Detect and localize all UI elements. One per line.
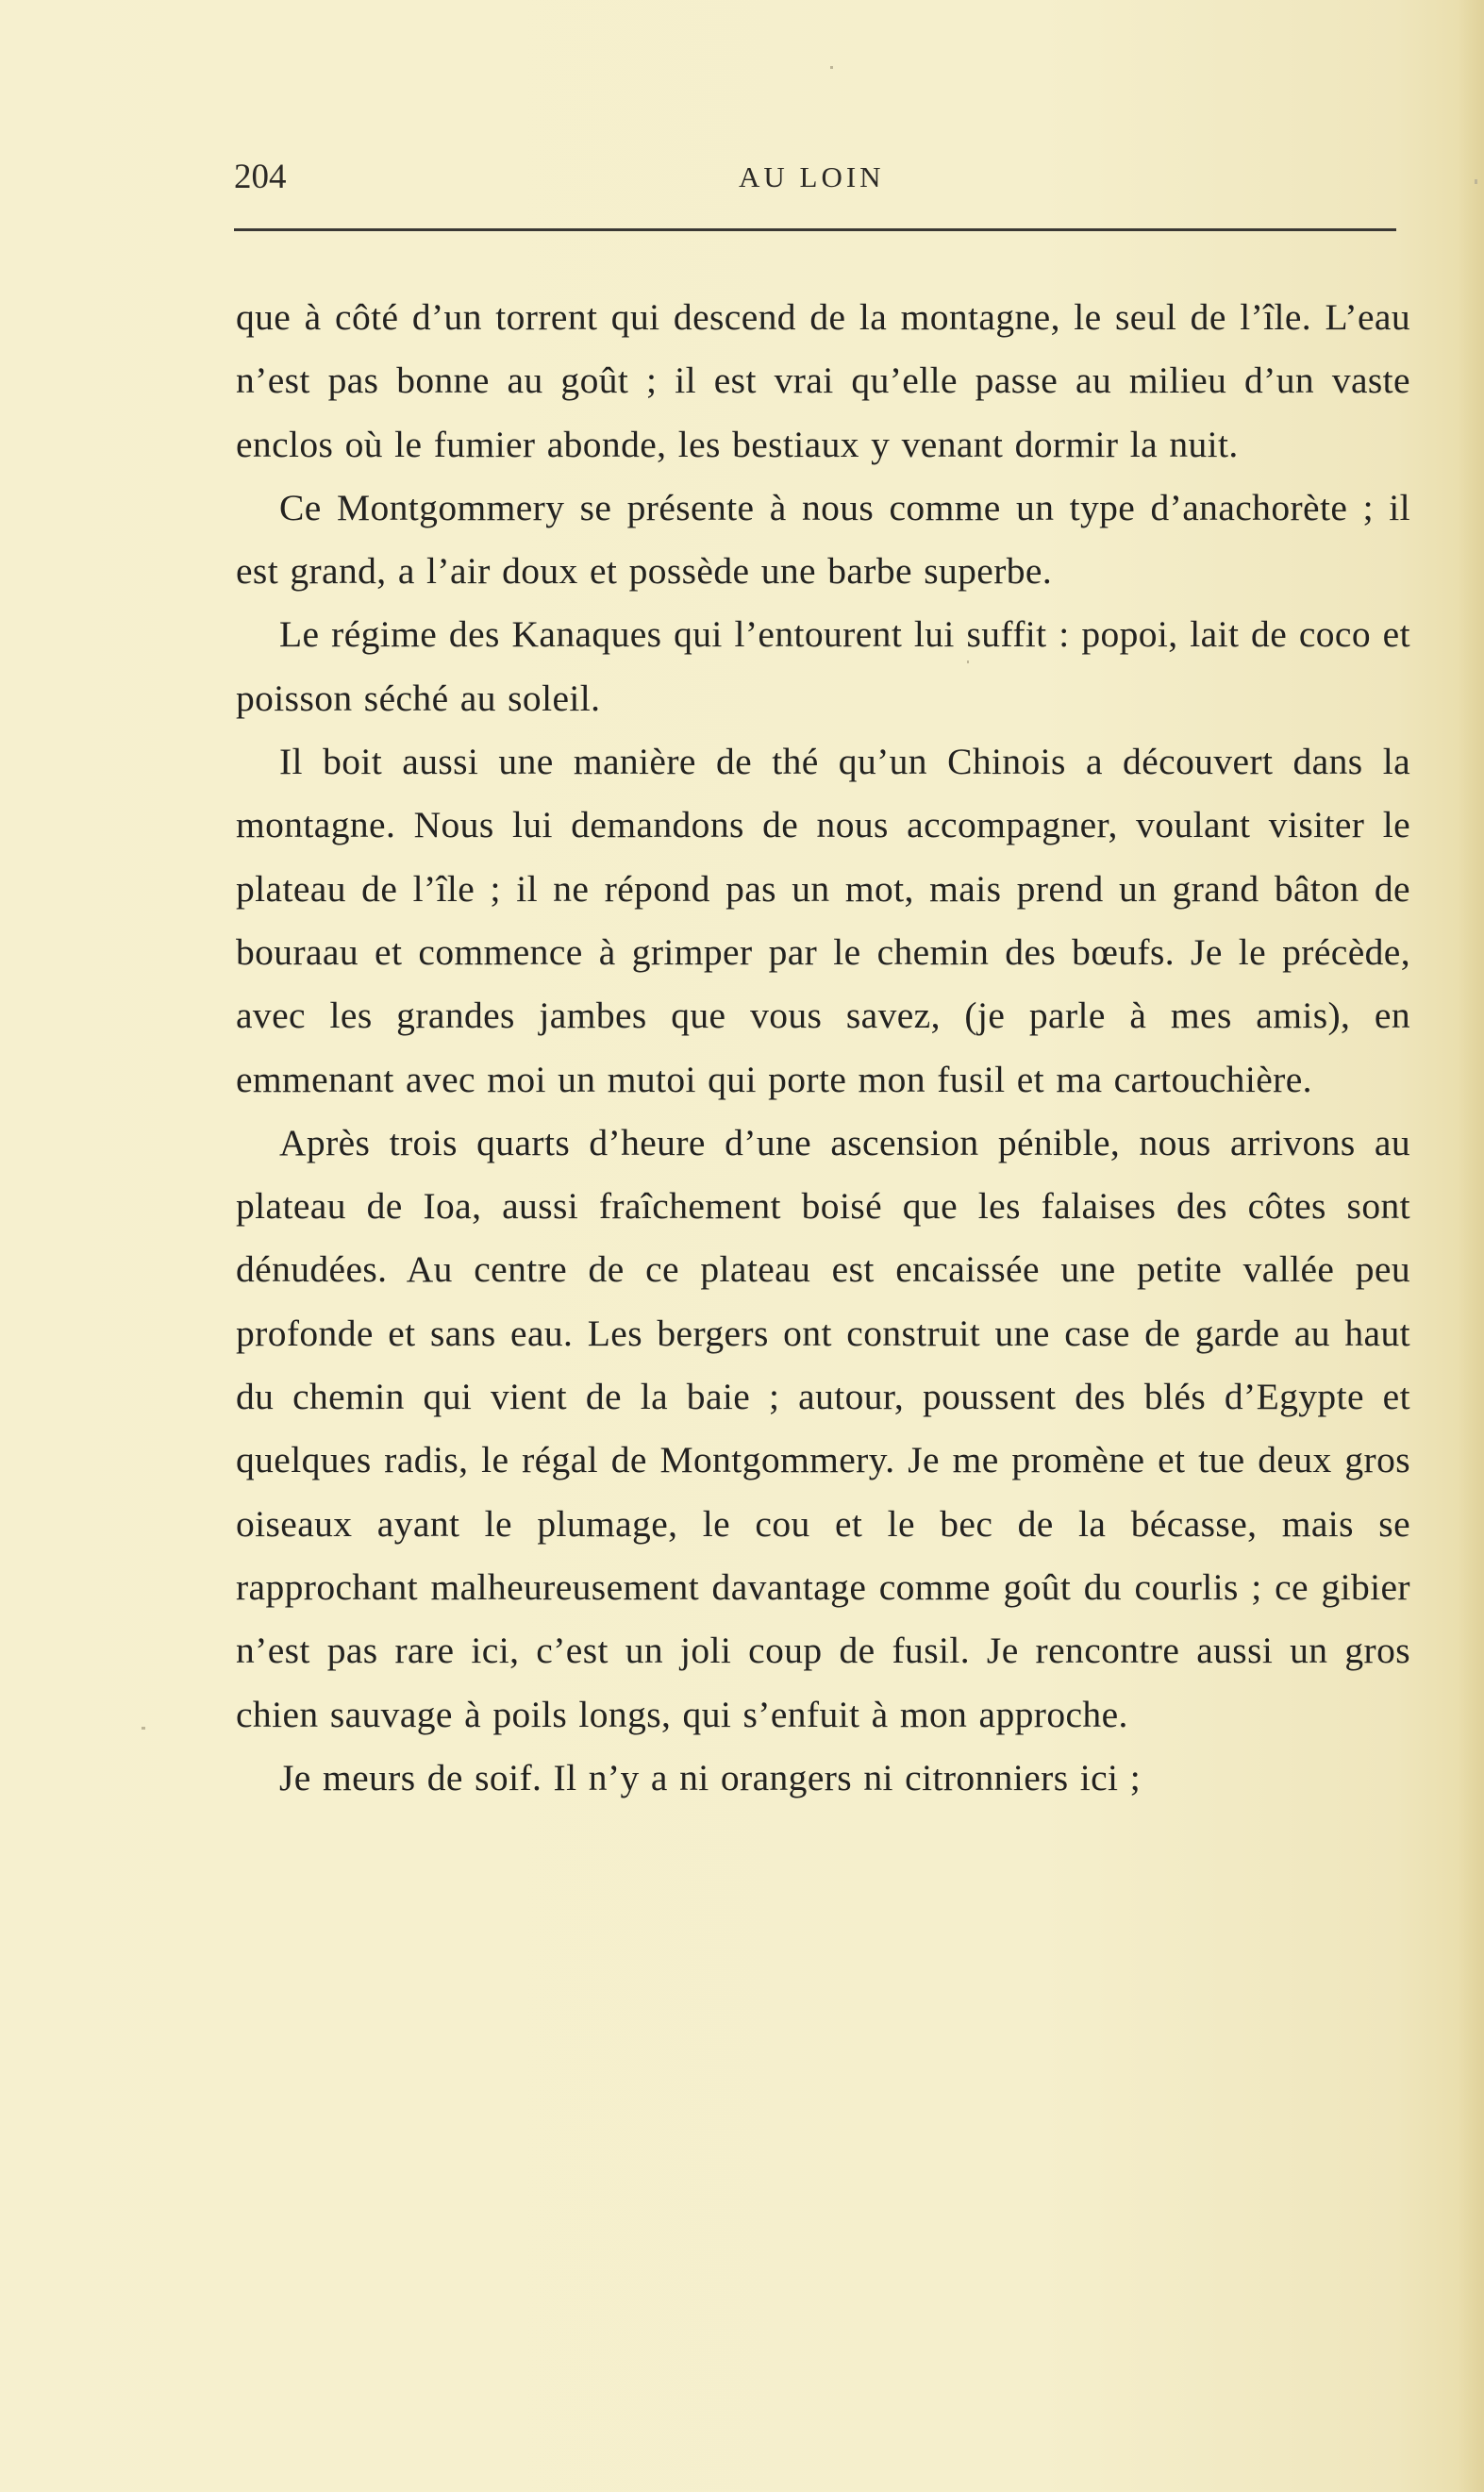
page-edge-shadow: [1458, 0, 1484, 2492]
paper-speck: [142, 1727, 145, 1730]
paragraph: que à côté d’un torrent qui descend de la montagne, le seul de l’île. L’eau n’est pas bonne au goût ; il est vrai qu’elle passe au milieu d’un vaste enclos où le fumier abonde, les bestiaux y venant dormir la nuit.: [236, 296, 1410, 465]
running-title: AU LOIN: [739, 160, 885, 193]
paper-speck: [1475, 179, 1477, 184]
page-number: 204: [234, 158, 287, 196]
paragraph: Je meurs de soif. Il n’y a ni orangers ni citronniers ici ;: [279, 1756, 1142, 1798]
paragraph: Le régime des Kanaques qui l’entourent lui suffit : popoi, lait de coco et poisson séché au soleil.: [236, 613, 1410, 719]
paragraph: Après trois quarts d’heure d’une ascension pénible, nous arrivons au plateau de Ioa, aussi fraîchement boisé que les falaises des côtes sont dénudées. Au centre de ce plateau est encaissée une petite vallée peu profonde et sans eau. Les bergers ont construit une case de garde au haut du chemin qui vient de la baie ; autour, poussent des blés d’Egypte et quelques radis, le régal de Montgommery. Je me promène et tue deux gros oiseaux ayant le plumage, le cou et le bec de la bécasse, mais se rapprochant malheureusement davantage comme goût du courlis ; ce gibier n’est pas rare ici, c’est un joli coup de fusil. Je rencontre aussi un gros chien sauvage à poils longs, qui s’enfuit à mon approche.: [236, 1121, 1410, 1735]
paper-speck: [830, 66, 833, 69]
header-rule: [234, 228, 1396, 231]
body-text: [236, 286, 1410, 1810]
paragraph: Ce Montgommery se présente à nous comme un type d’anachorète ; il est grand, a l’air doux et possède une barbe superbe.: [236, 486, 1410, 593]
paragraph: Il boit aussi une manière de thé qu’un Chinois a découvert dans la montagne. Nous lui demandons de nous accompagner, voulant visiter le plateau de l’île ; il ne répond pas un mot, mais prend un grand bâton de bouraau et commence à grimper par le chemin des bœufs. Je le précède, avec les grandes jambes que vous savez, (je parle à mes amis), en emmenant avec moi un mutoi qui porte mon fusil et ma cartouchière.: [236, 741, 1410, 1100]
paper-speck: [967, 661, 969, 663]
page-header: [234, 149, 1394, 206]
